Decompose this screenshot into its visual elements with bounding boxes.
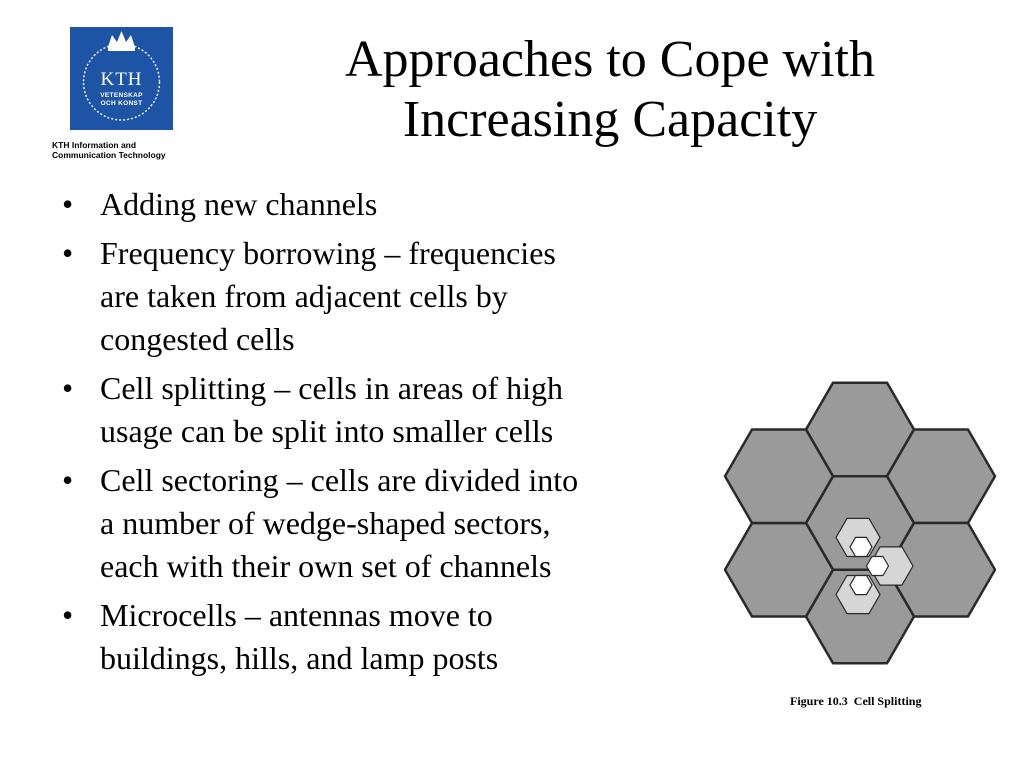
title-line1: Approaches to Cope with — [344, 31, 875, 88]
cell-splitting-diagram — [720, 378, 1000, 668]
bullet-dot: • — [62, 462, 74, 498]
bullet-item — [58, 183, 718, 226]
bullet-dot: • — [62, 370, 74, 406]
logo-caption — [52, 140, 202, 160]
logo-motto-line1: VETENSKAP — [100, 92, 143, 99]
page-title — [240, 30, 980, 150]
bullet-dot: • — [62, 186, 74, 222]
bullet-text-line: Cell splitting – cells in areas of high — [100, 370, 564, 406]
bullet-text-line: Microcells – antennas move to — [100, 597, 493, 633]
figure-caption: Figure 10.3 Cell Splitting — [790, 694, 922, 708]
bullet-item — [58, 594, 718, 680]
bullet-text-line: buildings, hills, and lamp posts — [100, 640, 499, 676]
bullet-text-line: each with their own set of channels — [100, 548, 552, 584]
bullet-text-line: are taken from adjacent cells by — [100, 278, 508, 314]
bullet-item — [58, 232, 718, 361]
title-line2: Increasing Capacity — [402, 91, 818, 148]
microcell-hexagon — [867, 557, 889, 576]
logo-caption-line1: KTH Information and — [52, 140, 137, 150]
microcell-hexagon — [850, 537, 872, 556]
bullet-text-line: a number of wedge-shaped sectors, — [100, 505, 551, 541]
bullet-text-line: congested cells — [100, 321, 295, 357]
kth-logo — [70, 27, 173, 130]
bullet-dot: • — [62, 235, 74, 271]
logo-motto-line2: OCH KONST — [100, 100, 143, 107]
bullet-text-line: Frequency borrowing – frequencies — [100, 235, 556, 271]
microcell-hexagon — [850, 576, 872, 595]
bullet-item — [58, 459, 718, 588]
bullet-dot: • — [62, 597, 74, 633]
bullet-text-line: usage can be split into smaller cells — [100, 413, 554, 449]
logo-wordmark: KTH — [100, 69, 143, 90]
bullet-text-line: Adding new channels — [100, 186, 378, 222]
logo-caption-line2: Communication Technology — [52, 150, 166, 160]
bullet-item — [58, 367, 718, 453]
bullet-list — [58, 183, 718, 686]
bullet-text-line: Cell sectoring – cells are divided into — [100, 462, 579, 498]
